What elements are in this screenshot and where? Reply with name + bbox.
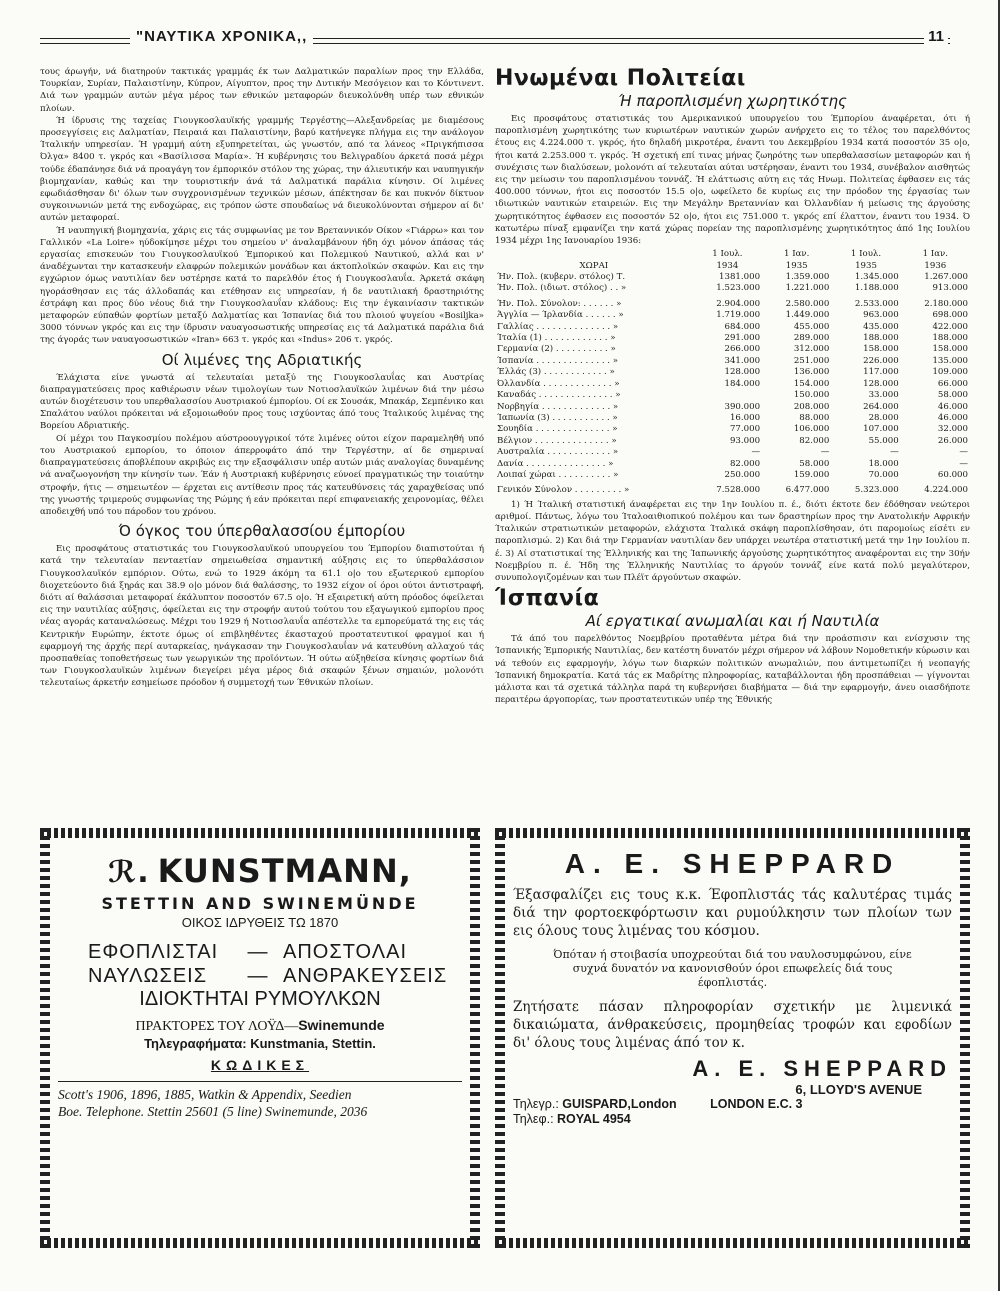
paragraph: Έλάχιστα είνε γνωστά αί τελευταίαι μεταξύ της Γιουγκοσλαυΐας και Αυστρίας διαπραγματεύσεις προς καθιέρωσιν νέων τιμολογίων των Νοτιοσλαυϊκών λιμένων διά την μέσω αυτών διοχέτευσιν του υπερθαλασσίου Αυστριακού έμπορίου. Οί εκ Σουσάκ, Μπακάρ, Σεμπένικο και Σπαλάτου ναύλοι πρόκειται νά εξομοιωθούν προς τους ισχύοντας άπό τους Ίταλικούς λιμένας της Βορείου Αδριατικής. (40, 372, 484, 432)
services-line-2 (88, 964, 462, 988)
table-row (495, 402, 970, 413)
table-cell: Ήν. Πολ. Σύνολον: . . . . . . » (497, 298, 622, 309)
table-cell: 188.000 (863, 333, 899, 344)
table-cell: 46.000 (937, 412, 968, 423)
table-cell: Γαλλίας . . . . . . . . . . . . . . » (497, 321, 619, 332)
company-cities: STETTIN AND SWINEMÜNDE (101, 894, 419, 913)
table-header-cell: 1935 (855, 260, 877, 271)
table-cell: 289.000 (793, 333, 830, 344)
table-row (495, 436, 970, 447)
paragraph: τους άρωγήν, νά διατηρούν τακτικάς γραμμάς έκ των Δαλματικών παραλίων προς την Ελλάδα, Τουρκίαν, Συρίαν, Παλαιστίνην, Κύπρον, Αίγυπτον, προς την Δυτικήν Μεσόγειον και το Κόντινεντ. Διά των γραμμών αυτών μέγα μέρος των εθνικών μεταφορών διευκολύνθη υπέρ των εθνικών πλοίων. (40, 67, 484, 114)
table-cell: Όλλανδία . . . . . . . . . . . . . » (497, 378, 620, 389)
subheading-spain: Αί εργατικαί ανωμαλίαι και ή Ναυτιλία (585, 612, 880, 631)
table-total-row (495, 485, 970, 496)
table-cell: 684.000 (724, 321, 761, 332)
table-cell: Σουηδία . . . . . . . . . . . . . . » (497, 424, 618, 435)
table-cell: 2.580.000 (785, 298, 830, 309)
table-cell: 55.000 (868, 435, 899, 446)
table-cell: 1.449.000 (785, 310, 830, 321)
masthead-rule-right (270, 38, 950, 44)
table-cell: 32.000 (937, 424, 968, 435)
table-total (495, 485, 970, 496)
ad-paragraph: Όπόταν ή στοιβασία υποχρεούται διά του ναυλοσυμφώνου, είνε συχνά δυνατόν να κανονισθούν όροι επωφελείς διά τους έφοπλιστάς. (553, 948, 912, 989)
table-cell: 2.904.000 (716, 298, 761, 309)
tel-value: GUISPARD,London (562, 1097, 677, 1111)
table-cell: 158.000 (932, 344, 968, 355)
table-row (495, 322, 970, 333)
table-cell: 150.000 (793, 390, 830, 401)
table-header-cell: 1 Ιουλ. (712, 249, 743, 260)
ad-border (40, 828, 50, 1248)
table-row (495, 310, 970, 321)
table-header-cell: ΧΩΡΑΙ (579, 260, 609, 271)
table-header-cell: 1936 (924, 260, 947, 271)
table-cell: — (959, 447, 968, 458)
table-row (495, 424, 970, 435)
table-cell: 422.000 (932, 321, 968, 332)
ad-paragraph: Έξασφαλίζει εις τους κ.κ. Έφοπλιστάς τάς καλυτέρας τιμάς διά την φορτοεκφόρτωσιν και ρυμούλκησιν των πλοίων των εις όλους τους λιμένας του κόσμου. (513, 887, 952, 939)
table-cell: 135.000 (932, 355, 968, 366)
service-label: ΑΝΘΡΑΚΕΥΣΕΙΣ (283, 965, 448, 987)
table-cell: — (751, 447, 761, 458)
company-name (58, 852, 462, 890)
services-line-3: ΙΔΙΟΚΤΗΤΑΙ ΡΥΜΟΥΛΚΩΝ (139, 988, 381, 1010)
paragraph: Οί μέχρι του Παγκοσμίου πολέμου αύστροουγγρικοί τότε λιμένες ούτοι είχον παραμεληθή υπό του Αυστριακού εμπορίου, το όποιον άπερροφάτο άπό την Τεργέστην, αί δε σημεριναί διαπραγματεύσεις άποβλέπουν ακριβώς εις την εξασφάλισιν υπέρ αυτών μιάς αναλογίας δυναμένης νά αναζωογονήση την κίνησίν των. Έάν ή Αυστριακή κυβέρνησις εύνοεί πραγματικώς την τοιαύτην στροφήν, ήτις — σημειωτέον — έρχεται εις αντίθεσιν προς τάς κατευθύνσεις τάς χαραχθείσας υπό της γνωστής τριμερούς συμφωνίας της Ρώμης ή εάν πρόκειται περί επιφανειακής χειρονομίας, θέλει αποδειχθή υπό του πάροδον του χρόνου. (40, 433, 484, 517)
table-row (495, 470, 970, 481)
table-cell: 913.000 (932, 283, 968, 294)
table-cell: 18.000 (868, 458, 899, 469)
table-cell: 70.000 (868, 469, 899, 480)
table-row (495, 459, 970, 470)
table-cell: 1.345.000 (854, 272, 899, 283)
table-header-row (495, 261, 970, 272)
table-cell: 16.000 (729, 412, 761, 423)
table-row (495, 367, 970, 378)
table-row (495, 344, 970, 355)
section-heading-adriatic: Οί λιμένες της Αδριατικής (161, 350, 363, 369)
right-column (495, 66, 970, 826)
telegraph-address: Τηλεγραφήματα: Kunstmania, Stettin. (144, 1036, 376, 1051)
services-line-1 (88, 940, 462, 964)
masthead-rule-left (40, 38, 130, 44)
table-cell: 154.000 (793, 378, 830, 389)
table-cell: Αυστραλία . . . . . . . . . . . . » (497, 447, 619, 458)
codes-line: Boe. Telephone. Stettin 25601 (5 line) Swinemunde, 2036 (58, 1104, 368, 1119)
table-cell: 66.000 (937, 378, 968, 389)
service-label: ΕΦΟΠΛΙΣΤΑΙ (88, 941, 219, 963)
table-cell: Ήν. Πολ. (ιδιωτ. στόλος) . . » (497, 283, 627, 294)
telephone-line (513, 1112, 952, 1127)
ad-kunstmann (40, 828, 480, 1248)
divider (58, 1081, 462, 1082)
table-cell: 1.221.000 (785, 283, 830, 294)
table-row (495, 283, 970, 294)
codes-line: Scott's 1906, 1896, 1885, Watkin & Appendix, Seedien (58, 1087, 352, 1102)
table-cell: Γενικόν Σύνολον . . . . . . . . . » (497, 485, 630, 496)
table-cell: Έλλάς (3) . . . . . . . . . . . . » (497, 367, 615, 378)
table-footnote: 1) Ή Ίταλική στατιστική άναφέρεται εις την 1ην Ιουλίου π. έ., διότι έκτοτε δεν έδόθησαν νεώτεροι αριθμοί. Πάντως, λόγω του Ίταλοαιθιοπικού πολέμου και των δραστηρίων προς την Ανατολικήν Αφρικήν Ίταλικών στρατιωτικών μεταφορών, ελάχιστα Ίταλικά σκάφη παροπλίσθησαν, ότι παρομοίως είσέτι εν παροπλισμώ. 2) Και διά την Γερμανίαν ναυτιλίαν δεν υπάρχει νεωτέρα στατιστική μετά την 1ην Ιουλίου π. έ. 3) Αί στατιστικαί της Έλληνικής και της Ίαπωνικής άργούσης χωρητικότητος αναφέρονται εις την 30ήν Νοεμβρίου π. έ. Ήδη της Έλληνικής Ναυτιλίας το άργούν τοννάζ είνε κατά πολύ μεγαλύτερον, συνυπολογιζομένων και των Πλέϊτ άργούντων σκαφών. (495, 499, 970, 583)
ad-content (58, 844, 462, 1232)
table-cell: 291.000 (724, 333, 761, 344)
table-cell: 77.000 (729, 424, 761, 435)
newspaper-page (40, 28, 970, 1268)
table-cell: 106.000 (793, 424, 830, 435)
table-cell: 117.000 (863, 367, 899, 378)
table-cell: Νορβηγία . . . . . . . . . . . . . » (497, 401, 619, 412)
table-cell: Γερμανία (2) . . . . . . . . . . » (497, 344, 616, 355)
company-address (513, 1082, 922, 1097)
table-row (495, 390, 970, 401)
paragraph: Ή ίδρυσις της ταχείας Γιουγκοσλαυϊκής γραμμής Τεργέστης—Αλεξανδρείας με διαμέσους προσεγγίσεις εις Δαλματίαν, Πειραιά και Παλαιστίνην, βαρύ κατήνεγκε πλήγμα εις την ανάλογον Ίταλικήν υπηρεσίαν. Ή γραμμή αύτη εξυπηρετείται, ώς γνωστόν, από τα λάνεος «Πριγκήπισσα Όλγα» 8400 τ. γκρός και «Βασίλισσα Μαρία». Ή κυβέρνησις του Βελιγραδίου άρκετά ποσά μέχρι τούδε έδαπάνησε διά νά προαγάγη τον έμπορικόν στόλον της χώρας, την άλιευτικήν και ναυπηγικήν βιομηχανίαν, καθώς και την τουριστικήν άνά τά Δαλματικά παράλια κίνησιν. Οί λιμένες εφωδιάσθησαν δι' όλων των συγχρονισμένων τεχνικών μέσων, άπέκτησαν δε και πυκνόν δίκτυον συγκοινωνιών μετά της ενδοχώρας, εις τρόπον ώστε σπουδαίως νά διευκολύνονται σήμερον αί δι' αυτών μεταφοραί. (40, 115, 484, 224)
table-cell: 2.533.000 (854, 298, 899, 309)
table-cell: 28.000 (868, 412, 899, 423)
table-cell: 58.000 (937, 390, 968, 401)
left-column (40, 66, 484, 826)
table-cell: Ίσπανία . . . . . . . . . . . . . . » (497, 355, 619, 366)
table-cell: 6.477.000 (785, 485, 830, 496)
ad-border (495, 828, 505, 1248)
table-header-cell: 1934 (716, 260, 739, 271)
table-cell: 107.000 (863, 424, 899, 435)
table-cell: 251.000 (793, 355, 830, 366)
table-cell: Λοιπαί χώραι . . . . . . . . . . » (497, 469, 619, 480)
table-cell: Δανία . . . . . . . . . . . . . . . » (497, 458, 614, 469)
table-cell (693, 390, 762, 401)
company-logo: ℛ. (108, 855, 150, 890)
table-cell: — (820, 447, 830, 458)
table-cell: 435.000 (863, 321, 899, 332)
table-cell: 250.000 (724, 469, 761, 480)
table-cell: 312.000 (793, 344, 830, 355)
table-cell: 264.000 (863, 401, 899, 412)
table-cell: Ήν. Πολ. (κυβερν. στόλος) Τ. (497, 272, 626, 283)
table-cell: 1.719.000 (716, 310, 761, 321)
telegraph-line (513, 1097, 952, 1112)
ad-border (495, 828, 970, 838)
table-cell: 1381.000 (719, 272, 761, 283)
table-row (495, 413, 970, 424)
table-row (495, 379, 970, 390)
table-row (495, 333, 970, 344)
table-cell: 2.180.000 (924, 298, 968, 309)
company-name-text: KUNSTMANN, (157, 852, 412, 890)
company-name: A. E. SHEPPARD (564, 848, 901, 879)
address-line: LONDON E.C. 3 (710, 1097, 803, 1111)
table-cell: — (890, 447, 899, 458)
address-line: 6, LLOYD'S AVENUE (795, 1082, 922, 1097)
ad-paragraph: Ζητήσατε πάσαν πληροφορίαν σχετικήν με λιμενικά δικαιώματα, άνθρακεύσεις, προμηθείας τροφών και εφοδίων δι' όλους τους λιμένας άπό τον κ. (513, 999, 952, 1051)
tel-value: ROYAL 4954 (557, 1112, 631, 1126)
company-name-repeat: A. E. SHEPPARD (692, 1056, 952, 1081)
table-cell: 208.000 (793, 401, 830, 412)
paragraph: Εις προσφάτους στατιστικάς του Αμερικανικού υπουργείου του Έμπορίου άναφέρεται, ότι ή παροπλισμένη χωρητικότης των κυριωτέρων ναυτικών χωρών ανήρχετο εις το τέλος του παρελθόντος έτους εις 4.224.000 τ. γκρός, ήτο δηλαδή μικροτέρα, έναντι του Δεκεμβρίου 1934 κατά ποσοστόν 35 ο|ο, ήτοι κατά 2.253.000 τ. γκρός. Ή σχετική επί τινας μήνας ζωηρότης των υπερθαλασσίων μεταφορών και ή συνέχισις των διαλύσεων, μολονότι αί τελευταίαι αύται υστέρησαν, έναντι του 1934, συνέβαλον αισθητώς εις την μείωσιν του παροπλισμένου τοννάζ. Ή ελάττωσις αύτη εις τάς Ηνωμ. Πολιτείας έφθασεν εις τάς 400.000 τόννων, ήτοι εις ποσοστόν 15.5 ο|ο, ωφείλετο δε κυρίως εις την πρόοδον της έργασίας των ιδιωτικών ναυτικών εταιρειών. Εις την Μεγάλην Βρεταννίαν και Όλλανδίαν ή μείωσις της άργούσης χωρητικότητος έφθασεν εις ποσοστόν 52 ο|ο, ήτοι εις 751.000 τ. γκρός επί έλαττον, έναντι του 1934. Ό κατωτέρω πίναξ εμφανίζει την κατά χώρας πορείαν της παροπλισμένης χωρητικότητος άπό 1ης Ιουλίου 1934 μέχρι 1ης Ιανουαρίου 1936: (495, 114, 970, 247)
table-cell: Βέλγιον . . . . . . . . . . . . . . » (497, 435, 617, 446)
paragraph: Τά άπό του παρελθόντος Νοεμβρίου προταθέντα μέτρα διά την προάσπισιν και ενίσχυσιν της Ίσπανικής Έμπορικής Ναυτιλίας, δεν κατέστη δυνατόν μέχρι σήμερον νά λάβουν Νομοθετικήν κύρωσιν και νά τεθούν εις εφαρμογήν, λόγω των διαρκών πολιτικών ανωμαλιών, που άντιμετωπίζει ή νεοπαγής Ίσπανική δημοκρατία. Κατά τάς εκ Μαδρίτης πληροφορίας, καταβάλλονται ήδη προσπάθειαι — γίγνονται μάλιστα και τά σχετικά τάλληλα παρά τη κυβερνήσει διαβήματα — διά την εφαρμογήν, άνευ οιασδήποτε περαιτέρω άργοπορίας, των προστατευτικών υπέρ της Έθνικής (495, 634, 970, 706)
table-cell: 963.000 (863, 310, 899, 321)
publication-title: "ΝΑΥΤΙΚΑ ΧΡΟΝΙΚΑ,, (130, 28, 313, 45)
table-cell: 88.000 (799, 412, 830, 423)
table-header-cell: 1 Ιουλ. (850, 249, 882, 260)
table-header-row (495, 249, 970, 260)
section-heading-usa: Ηνωμέναι Πολιτείαι (495, 66, 746, 91)
table-cell: — (959, 458, 968, 469)
table-cell: 82.000 (799, 435, 830, 446)
service-label: ΝΑΥΛΩΣΕΙΣ (88, 965, 208, 987)
ad-border (495, 1238, 970, 1248)
table-cell: 136.000 (793, 367, 830, 378)
table-cell: 698.000 (932, 310, 968, 321)
company-established: ΟΙΚΟΣ ΙΔΡΥΘΕΙΣ ΤΩ 1870 (181, 915, 339, 930)
table-cell: 1.523.000 (716, 283, 761, 294)
table-header-cell: 1 Ιαν. (784, 249, 810, 260)
agents-prefix: ΠΡΑΚΤΟΡΕΣ ΤΟΥ ΛΟΫΔ— (135, 1019, 299, 1034)
service-label: ΑΠΟΣΤΟΛΑΙ (283, 941, 408, 963)
agents-line (58, 1017, 462, 1035)
subheading-usa: Ή παροπλισμένη χωρητικότης (618, 92, 847, 110)
paragraph: Εις προσφάτους στατιστικάς του Γιουγκοσλαυϊκού υπουργείου του Έμπορίου διαπιστούται ή κατά την τελευταίαν πενταετίαν σημειωθείσα σημαντική αύξησις εις το ύπερθαλάσσιον Γιουγκοσλαυϊκόν εμπόριον. Ούτω, ενώ το 1929 άκόμη τα 61.1 ο|ο του εξωτερικού εμπορίου διοχετεύοντο διά ξηράς και 38.9 ο|ο μόνον διά θαλάσσης, το 1932 είχον οί όροι ούτοι άντιστραφή, διότι αί θαλάσσιαι μεταφοραί έκάλυπτον ποσοστόν 67.5 ο|ο. Ή εξαιρετική αύτη πρόοδος όφείλεται εις την ναυτιλίας αύξησις, όφείλεται εις την στροφήν αυτού τούτου του εξαγωγικού εμπορίου προς νέας αγοράς καταναλώσεως. Μέχρι του 1929 ή Νοτιοσλαυΐα απέστελλε τα εμπορεύματά της εις τάς Κεντρικήν Ευρώπην, έκτοτε όμως οί επιβληθέντες έκασταχού προστατευτικοί φραγμοί και ή εφαρμογή της άρχής περί αυταρκείας, ηνάγκασαν την Γιουγκοσλαυΐαν νά κατευθύνη αλλαχού τάς προσπαθείας τοποθετήσεως των γεωργικών της προϊόντων. Ή ούτω αύξηθείσα κίνησις φορτίων διά των Γιουγκοσλαυϊκών λιμένων διεγείρει μέγα μέρος διά σκαφών ξένων σημαιών, μολονότι τελευταίως άρκετήν εσημείωσε πρόοδον ή συμμετοχή των Έθνικών πλοίων. (40, 544, 484, 689)
table-body-main (495, 299, 970, 482)
tel-label: Τηλεφ.: (513, 1112, 554, 1126)
laid-up-tonnage-table (495, 249, 970, 497)
section-heading-trade: Ό όγκος του ύπερθαλασσίου έμπορίου (118, 522, 406, 541)
table-cell: 1.188.000 (854, 283, 899, 294)
ad-sheppard (495, 828, 970, 1248)
table-cell: 455.000 (793, 321, 830, 332)
dash: — (247, 965, 269, 987)
masthead (40, 28, 970, 50)
table-cell: 159.000 (793, 469, 830, 480)
table-cell: 82.000 (729, 458, 761, 469)
ad-border (960, 828, 970, 1248)
table-header-cell: 1 Ιαν. (922, 249, 949, 260)
table-row (495, 356, 970, 367)
table-cell: 1.267.000 (924, 272, 968, 283)
table-cell: 60.000 (937, 469, 968, 480)
ad-border (40, 1238, 480, 1248)
table-row (495, 299, 970, 310)
table-cell: Ίταλία (1) . . . . . . . . . . . . » (497, 333, 616, 344)
tel-label: Τηλεγρ.: (513, 1097, 559, 1111)
table-cell: 26.000 (937, 435, 968, 446)
section-heading-spain: Ίσπανία (495, 586, 600, 612)
table-cell: 5.323.000 (854, 485, 899, 496)
ad-content (513, 844, 952, 1232)
table-cell: 184.000 (724, 378, 761, 389)
table-cell: 226.000 (863, 355, 899, 366)
ad-border (40, 828, 480, 838)
table-cell: 341.000 (724, 355, 761, 366)
ad-border (470, 828, 480, 1248)
table-cell: 46.000 (937, 401, 968, 412)
paragraph: Ή ναυπηγική βιομηχανία, χάρις εις τάς συμφωνίας με τον Βρεταννικόν Οίκον «Γιάρρω» και τον Γαλλικόν «La Loire» ηύδοκίμησε μέχρι του σημείου ν' άναλαμβάνουν ήδη όχι μόνον άπάσας τάς εργασίας επισκευών του Γιουγκοσλαυϊκού Έμπορικού και Πολεμικού Ναυτικού, αλλά και ν' άναδέχωνται την κατασκευήν ελαφρών πολεμικών μονάδων και άκτοπλοϊκών σκαφών. Και εις την εγχώριον όμως ναυτιλίαν δεν υστέρησε κατά το παρελθόν έτος ή Γιουγκοσλαυΐα. Άρκετά σκάφη ηγοράσθησαν εις τάς άλλοδαπάς και ετέθησαν εις υπηρεσίαν, ή δε ναυτιλιακή δραστηριότης έστράφη και προς δύο νέους διά την Γιουγκοσλαυΐαν κλάδους: Εις την έγκαινίασιν τακτικών μεταφορών εύπαθών φορτίων μεταξύ Δαλματίας και Ίσπανίας διά του πλοιού ψυγείου «Bosiljka» 3000 τόννων γκρός και εις την ίδρυσιν ναυαγοσωστικής υπηρεσίας εις τά Δαλματικά παράλια διά της άγοράς των ναυαγοσωστικών «Iran» 663 τ. γκρός και «Indus» 206 τ. γκρός. (40, 225, 484, 346)
table-cell: 188.000 (932, 333, 968, 344)
dash: — (247, 941, 269, 963)
table-cell: 109.000 (932, 367, 968, 378)
codes-title: ΚΩΔΙΚΕΣ (210, 1057, 310, 1073)
table-cell: 1.359.000 (785, 272, 830, 283)
table-row (495, 272, 970, 283)
table-cell: Ίαπωνία (3) . . . . . . . . . . . » (497, 412, 618, 423)
table-cell: 58.000 (799, 458, 830, 469)
table-cell: 7.528.000 (716, 485, 761, 496)
table-cell: 266.000 (724, 344, 761, 355)
table-row (495, 447, 970, 458)
table-cell: 128.000 (724, 367, 761, 378)
table-cell: 33.000 (868, 390, 899, 401)
table-header-cell: 1935 (785, 260, 808, 271)
table-cell: 93.000 (729, 435, 761, 446)
table-cell: 390.000 (724, 401, 761, 412)
table-cell: 128.000 (863, 378, 899, 389)
table-cell: Καναδάς . . . . . . . . . . . . . . » (497, 390, 621, 401)
table-header-cell (495, 249, 693, 260)
table-cell: Άγγλία — Ίρλανδία . . . . . . » (497, 310, 624, 321)
agents-city: Swinemunde (298, 1017, 385, 1033)
table-cell: 4.224.000 (924, 485, 968, 496)
table-body-top (495, 272, 970, 295)
page-number: 11 (924, 28, 948, 45)
table-cell: 158.000 (863, 344, 899, 355)
